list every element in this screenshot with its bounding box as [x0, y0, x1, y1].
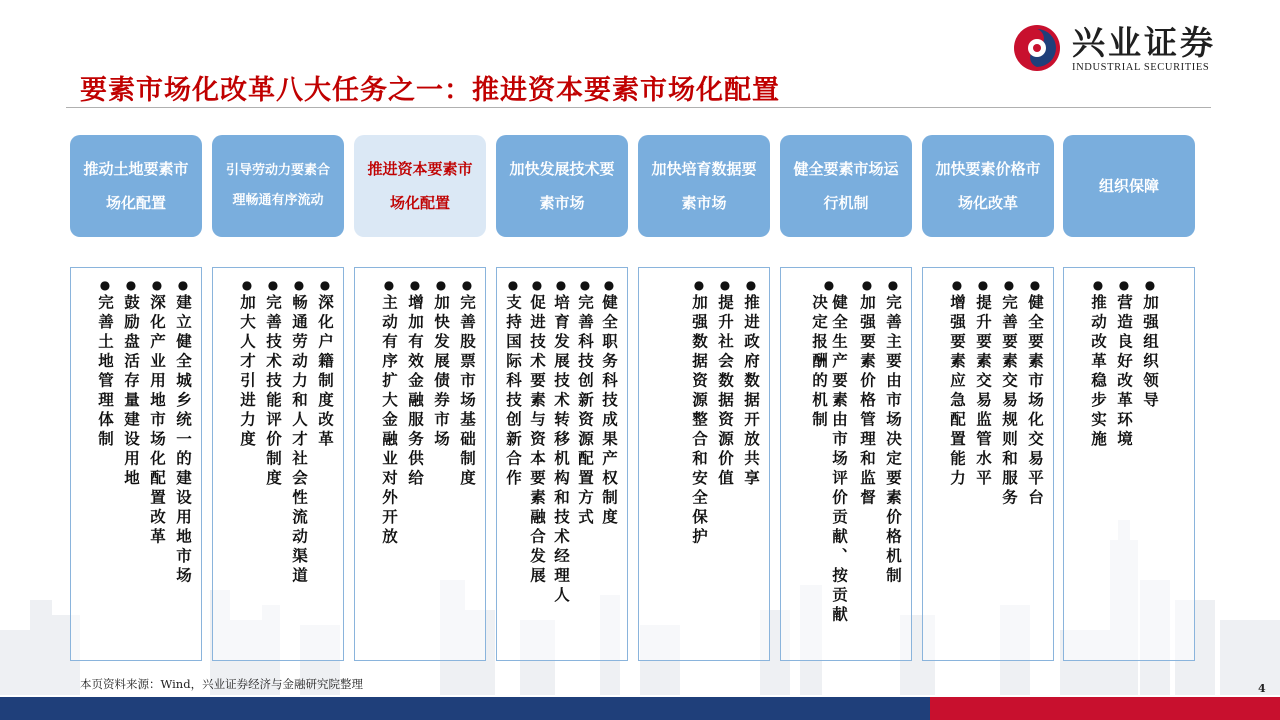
list-item: ● 完善要素交易规则和服务: [1000, 278, 1019, 509]
task-detail-capital: [354, 267, 486, 661]
list-item: ● 支持国际科技创新合作: [504, 278, 523, 489]
list-item: ● 健全职务科技成果产权制度: [600, 278, 619, 528]
list-item: ● 加快发展债券市场: [432, 278, 451, 450]
list-item: ● 营造良好改革环境: [1115, 278, 1134, 450]
bullet-icon: ●: [1118, 278, 1130, 292]
brand-name-cn: 兴业证券: [1072, 22, 1216, 62]
bullet-icon: ●: [435, 278, 447, 292]
list-item: ● 加强数据资源整合和安全保护: [690, 278, 709, 548]
bullet-icon: ●: [125, 278, 137, 292]
list-item: ● 深化产业用地市场化配置改革: [148, 278, 167, 548]
task-header-land: 推动土地要素市场化配置: [70, 135, 202, 237]
bullet-icon: ●: [99, 278, 111, 292]
bullet-icon: ●: [951, 278, 963, 292]
list-item: ● 促进技术要素与资本要素融合发展: [528, 278, 547, 587]
list-item: ● 提升社会数据资源价值: [716, 278, 735, 489]
bullet-icon: ●: [887, 278, 899, 292]
task-header-organization: 组织保障: [1063, 135, 1195, 237]
bullet-icon: ●: [977, 278, 989, 292]
brand-logo: [1012, 18, 1262, 78]
task-header-mechanism: 健全要素市场运行机制: [780, 135, 912, 237]
bullet-icon: ●: [461, 278, 473, 292]
task-detail-pricing: [922, 267, 1054, 661]
list-item: ● 加强要素价格管理和监督: [858, 278, 877, 509]
bullet-icon: ●: [693, 278, 705, 292]
bullet-icon: ●: [383, 278, 395, 292]
list-item: ● 健全生产要素由市场评价贡献、按贡献决定报酬的机制: [810, 278, 849, 626]
brand-name-en: INDUSTRIAL SECURITIES: [1072, 61, 1210, 73]
source-note: 本页资料来源：Wind，兴业证券经济与金融研究院整理: [80, 677, 364, 691]
list-item: ● 深化户籍制度改革: [316, 278, 335, 450]
bullet-icon: ●: [151, 278, 163, 292]
bullet-icon: ●: [177, 278, 189, 292]
task-header-pricing: 加快要素价格市场化改革: [922, 135, 1054, 237]
task-detail-labor: [212, 267, 344, 661]
footer-accent: [930, 697, 1280, 720]
task-header-capital: 推进资本要素市场化配置: [354, 135, 486, 237]
bullet-icon: ●: [555, 278, 567, 292]
bullet-icon: ●: [823, 278, 835, 292]
list-item: ● 完善土地管理体制: [96, 278, 115, 450]
task-detail-technology: [496, 267, 628, 661]
bullet-icon: ●: [745, 278, 757, 292]
task-detail-organization: [1063, 267, 1195, 661]
list-item: ● 加大人才引进力度: [238, 278, 257, 450]
list-item: ● 培育发展技术转移机构和技术经理人: [552, 278, 571, 606]
list-item: ● 提升要素交易监管水平: [974, 278, 993, 489]
bullet-icon: ●: [603, 278, 615, 292]
list-item: ● 增加有效金融服务供给: [406, 278, 425, 489]
task-header-technology: 加快发展技术要素市场: [496, 135, 628, 237]
bullet-icon: ●: [409, 278, 421, 292]
page-title: 要素市场化改革八大任务之一：推进资本要素市场化配置: [80, 75, 780, 106]
bullet-icon: ●: [1144, 278, 1156, 292]
list-item: ● 完善主要由市场决定要素价格机制: [884, 278, 903, 587]
industrial-securities-logo-icon: [1012, 23, 1062, 73]
list-item: ● 完善技术技能评价制度: [264, 278, 283, 489]
list-item: ● 健全要素市场化交易平台: [1026, 278, 1045, 509]
list-item: ● 鼓励盘活存量建设用地: [122, 278, 141, 489]
list-item: ● 加强组织领导: [1141, 278, 1160, 411]
bullet-icon: ●: [719, 278, 731, 292]
page-number: 4: [1258, 682, 1266, 695]
task-detail-data: [638, 267, 770, 661]
bullet-icon: ●: [1092, 278, 1104, 292]
bullet-icon: ●: [1003, 278, 1015, 292]
list-item: ● 增强要素应急配置能力: [948, 278, 967, 489]
list-item: ● 完善股票市场基础制度: [458, 278, 477, 489]
bullet-icon: ●: [861, 278, 873, 292]
bullet-icon: ●: [267, 278, 279, 292]
list-item: ● 主动有序扩大金融业对外开放: [380, 278, 399, 548]
bullet-icon: ●: [579, 278, 591, 292]
list-item: ● 完善科技创新资源配置方式: [576, 278, 595, 528]
task-detail-land: [70, 267, 202, 661]
list-item: ● 推动改革稳步实施: [1089, 278, 1108, 450]
list-item: ● 畅通劳动力和人才社会性流动渠道: [290, 278, 309, 587]
task-detail-mechanism: [780, 267, 912, 661]
bullet-icon: ●: [241, 278, 253, 292]
bullet-icon: ●: [319, 278, 331, 292]
bullet-icon: ●: [531, 278, 543, 292]
bullet-icon: ●: [293, 278, 305, 292]
bullet-icon: ●: [507, 278, 519, 292]
task-header-labor: 引导劳动力要素合理畅通有序流动: [212, 135, 344, 237]
list-item: ● 推进政府数据开放共享: [742, 278, 761, 489]
list-item: ● 建立健全城乡统一的建设用地市场: [174, 278, 193, 587]
bullet-icon: ●: [1029, 278, 1041, 292]
title-divider: [66, 107, 1211, 108]
task-header-data: 加快培育数据要素市场: [638, 135, 770, 237]
